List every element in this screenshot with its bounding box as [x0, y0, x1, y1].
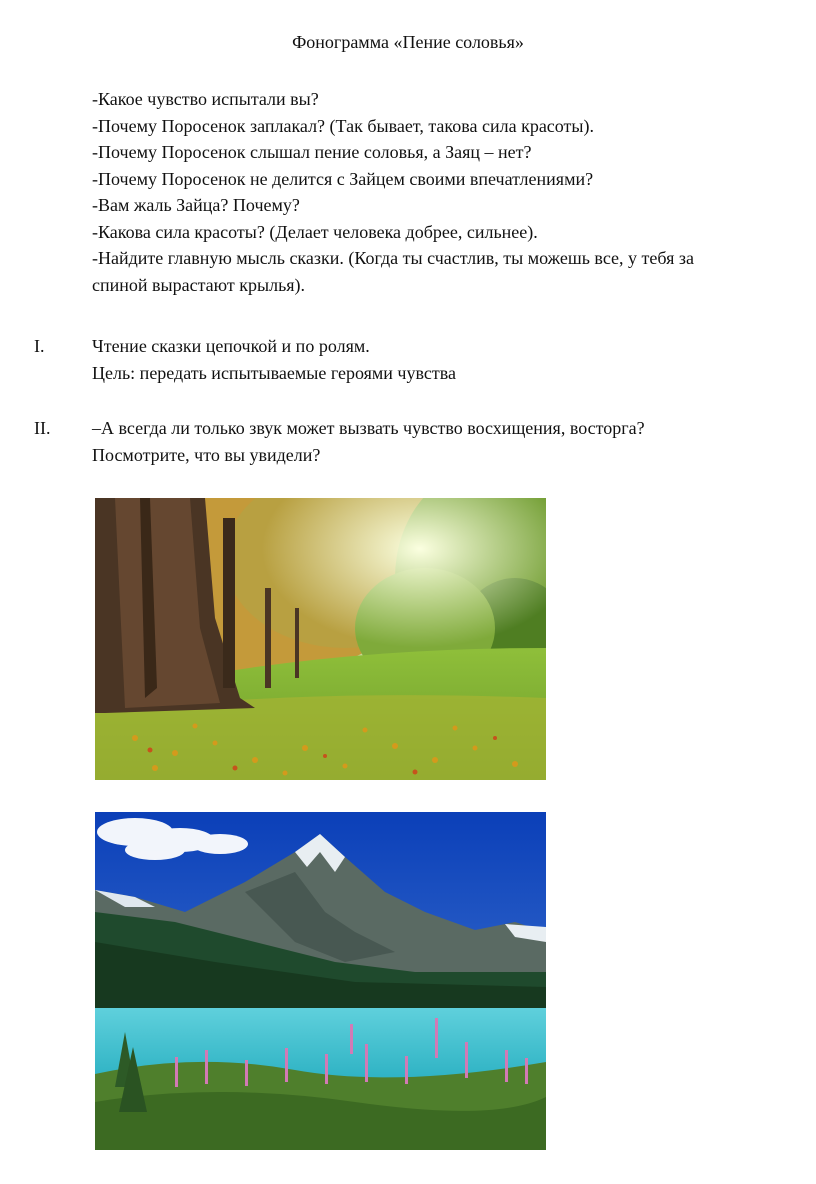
question-line: -Почему Поросенок слышал пение соловья, а Заяц – нет?	[92, 142, 532, 162]
section-line: Посмотрите, что вы увидели?	[92, 444, 321, 465]
section-line: Чтение сказки цепочкой и по ролям.	[92, 336, 370, 356]
section-number: II.	[34, 418, 51, 438]
page-title: Фонограмма «Пение соловья»	[292, 32, 524, 52]
question-line: -Почему Поросенок не делится с Зайцем своими впечатлениями?	[92, 168, 594, 189]
question-line: -Почему Поросенок заплакал? (Так бывает, такова сила красоты).	[92, 115, 595, 136]
question-line: -Какова сила красоты? (Делает человека добрее, сильнее).	[92, 221, 538, 242]
section-line: Цель: передать испытываемые героями чувства	[92, 362, 456, 383]
question-line: спиной вырастают крылья).	[92, 274, 306, 295]
autumn-forest-photo	[95, 498, 546, 780]
question-line: -Вам жаль Зайца? Почему?	[92, 195, 300, 215]
question-line: -Найдите главную мысль сказки. (Когда ты счастлив, ты можешь все, у тебя за	[92, 248, 694, 268]
section-number: I.	[34, 336, 45, 356]
section-line: –А всегда ли только звук может вызвать чувство восхищения, восторга?	[92, 418, 645, 438]
question-line: -Какое чувство испытали вы?	[92, 89, 319, 109]
question-list	[92, 86, 812, 298]
mountain-lake-photo	[95, 812, 546, 1150]
